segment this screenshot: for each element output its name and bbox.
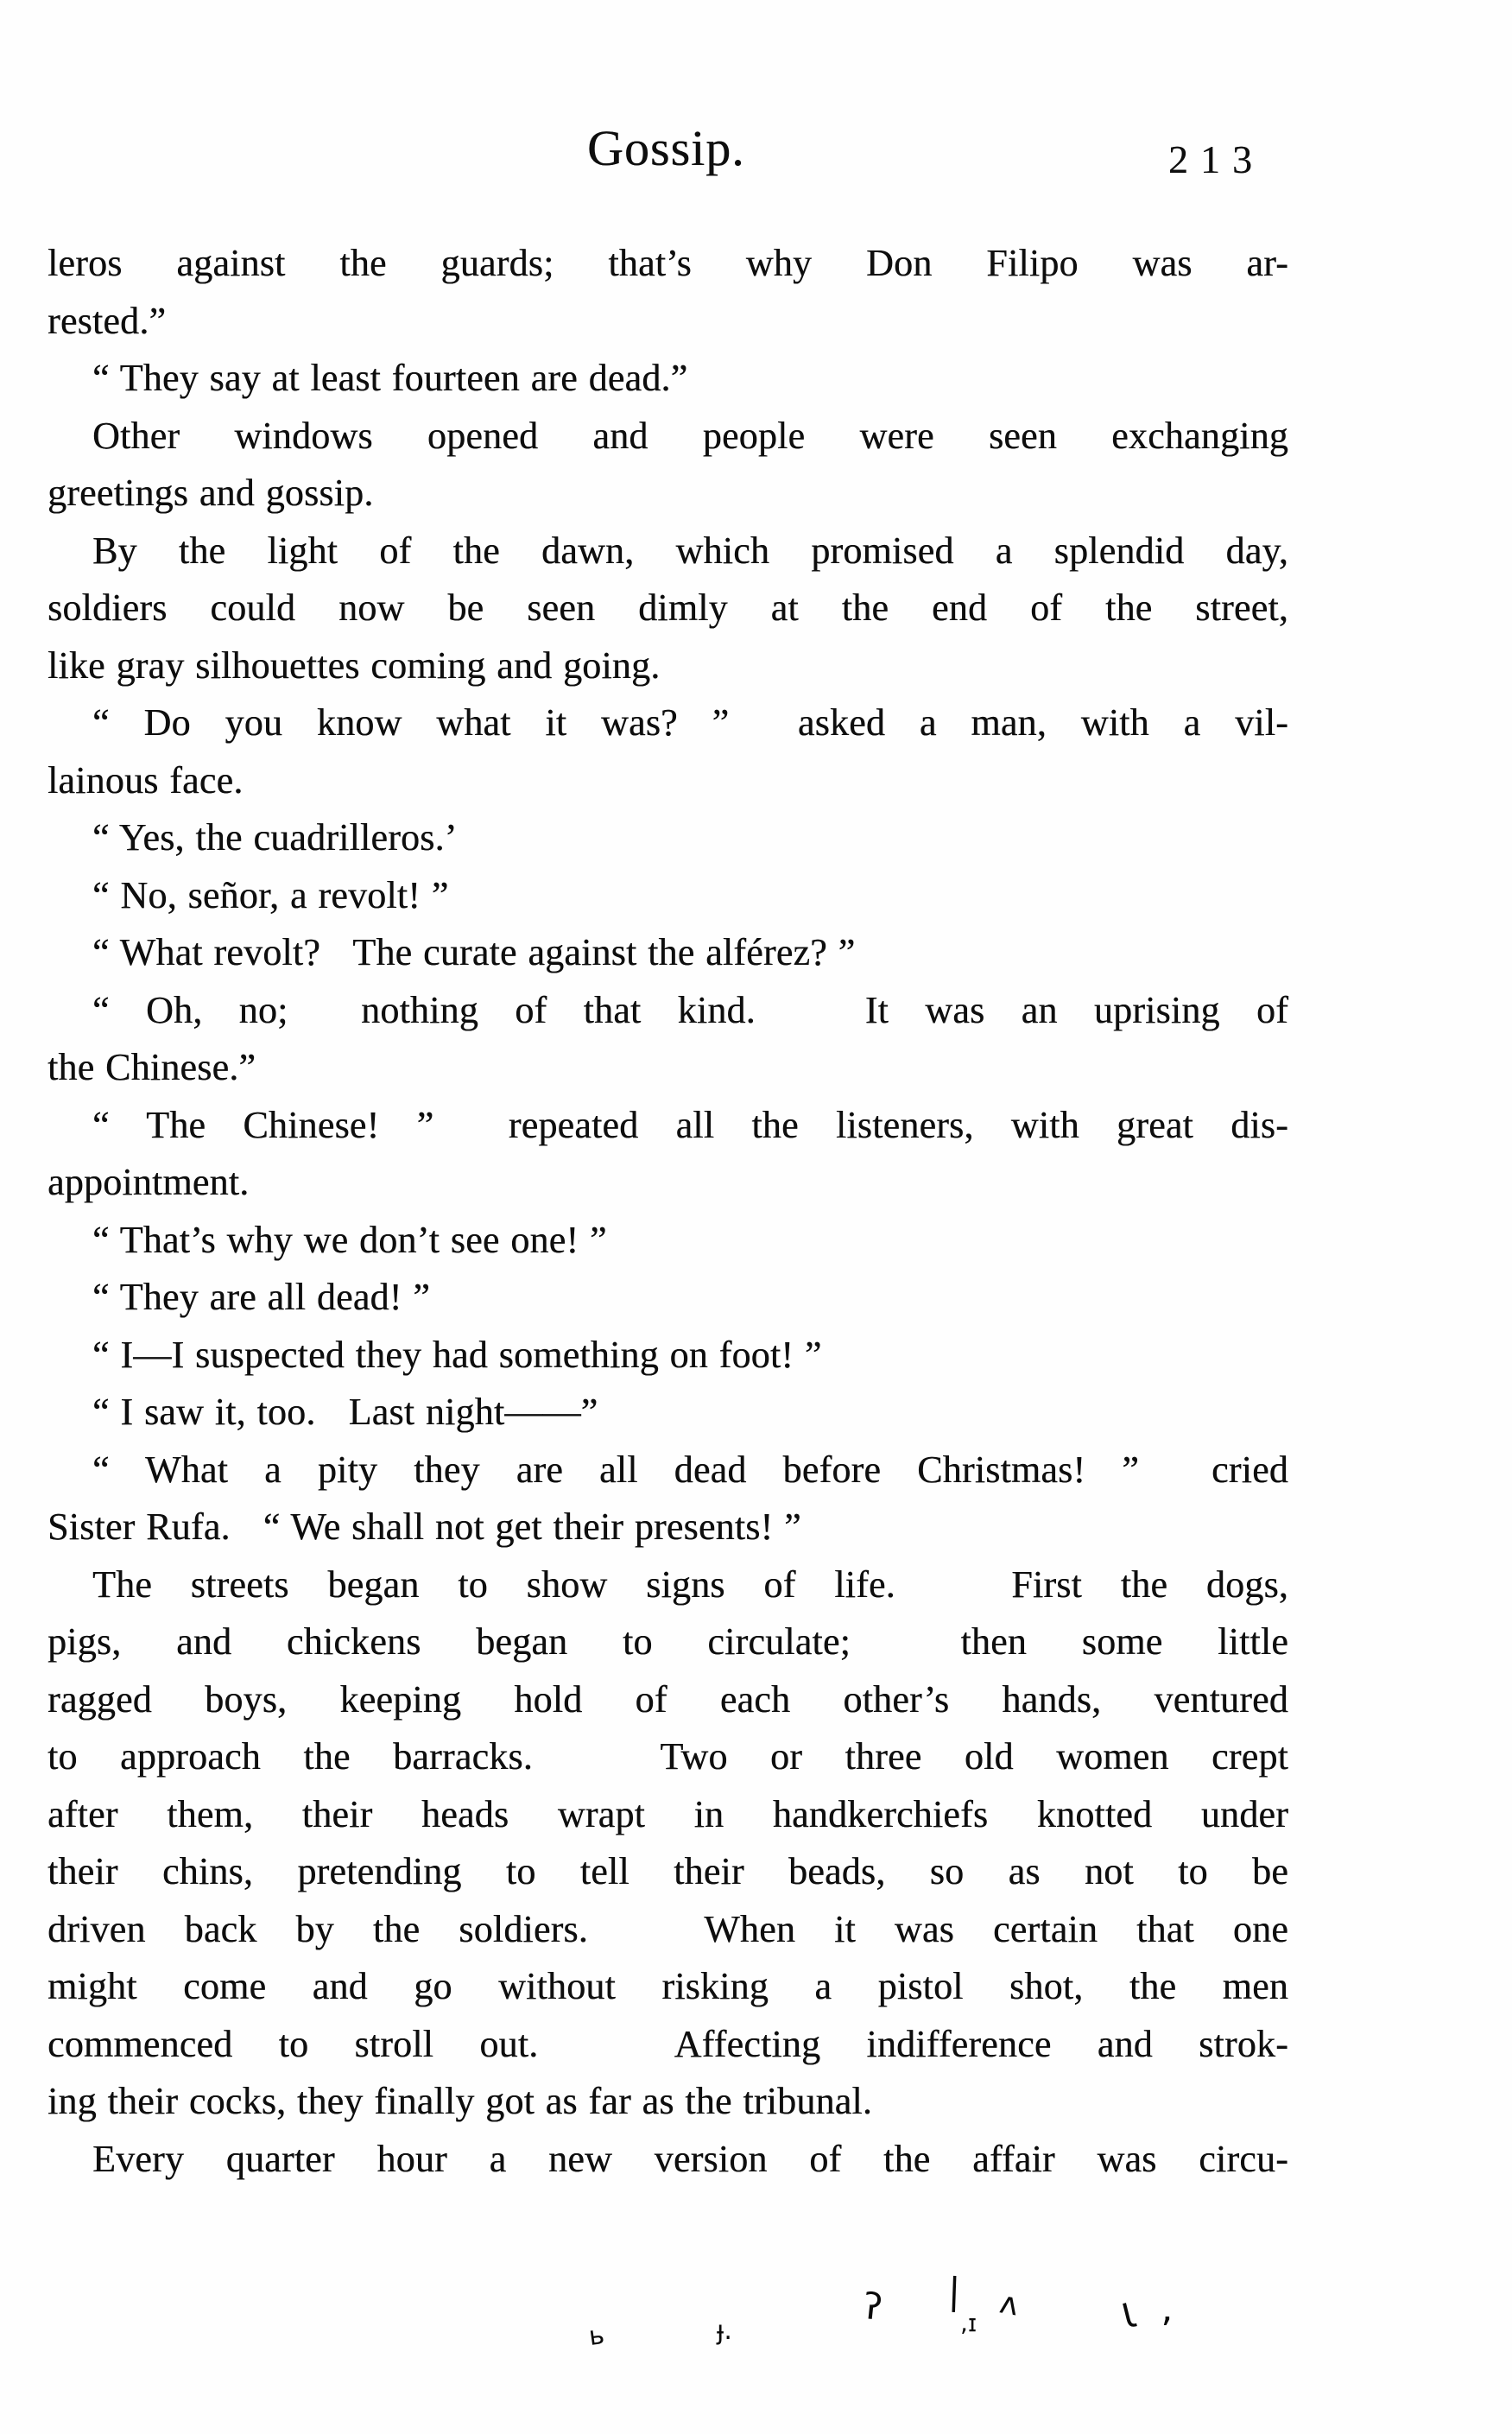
text-line: The streets began to show signs of life. First the dogs, [92, 1562, 1288, 1606]
text-line: pigs, and chickens began to circulate; then some little [47, 1620, 1288, 1663]
ink-smudge-mark: | [947, 2269, 962, 2313]
text-line: rested.” [47, 299, 167, 342]
text-line: “ Oh, no; nothing of that kind. It was an uprising of [92, 988, 1288, 1031]
text-line: “ Do you know what it was? ” asked a man, with a vil- [92, 701, 1288, 744]
ink-smudge-mark: ʼ [1161, 2310, 1173, 2354]
ink-smudge-mark: ʔ [861, 2285, 884, 2329]
text-line: leros against the guards; that’s why Don Filipo was ar- [47, 242, 1288, 284]
ink-smudge-mark: ,ɪ [960, 2309, 977, 2337]
ink-smudge-mark: ʌ [996, 2285, 1022, 2323]
page-number: 213 [1168, 137, 1264, 181]
text-line: Every quarter hour a new version of the affair was circu- [92, 2137, 1288, 2180]
text-line: to approach the barracks. Two or three old women crept [47, 1735, 1288, 1778]
body-text-block [47, 235, 1288, 2188]
text-line: ing their cocks, they finally got as far as the tribunal. [47, 2080, 873, 2122]
text-line: Other windows opened and people were seen exchanging [92, 414, 1288, 457]
text-line: “ I saw it, too. Last night——” [92, 1391, 598, 1433]
text-line: “ They say at least fourteen are dead.” [92, 357, 688, 399]
text-line: “ No, señor, a revolt! ” [92, 873, 449, 916]
text-line: greetings and gossip. [47, 472, 374, 514]
text-line: By the light of the dawn, which promised a splendid day, [92, 529, 1288, 572]
text-line: “ The Chinese! ” repeated all the listeners, with great dis- [92, 1103, 1288, 1146]
text-line: after them, their heads wrapt in handkerchiefs knotted under [47, 1792, 1288, 1835]
text-line: “ Yes, the cuadrilleros.’ [92, 816, 458, 859]
text-line: “ That’s why we don’t see one! ” [92, 1218, 607, 1261]
text-line: “ They are all dead! ” [92, 1276, 430, 1318]
text-line: ragged boys, keeping hold of each other’s hands, ventured [47, 1677, 1288, 1721]
ink-smudge-mark: ɟ. [717, 2316, 732, 2346]
text-line: like gray silhouettes coming and going. [47, 643, 661, 687]
chapter-running-title: Gossip. [587, 120, 745, 176]
ink-smudge-mark: ь [586, 2319, 606, 2353]
text-line: commenced to stroll out. Affecting indifference and strok- [47, 2022, 1288, 2065]
text-line: their chins, pretending to tell their beads, so as not to be [47, 1850, 1288, 1892]
text-line: lainous face. [47, 758, 244, 802]
text-line: driven back by the soldiers. When it was certain that one [47, 1907, 1288, 1950]
text-line: might come and go without risking a pistol shot, the men [47, 1965, 1288, 2007]
text-line: Sister Rufa. “ We shall not get their presents! ” [47, 1505, 801, 1548]
ink-smudge-mark: Ɩ [1117, 2295, 1140, 2338]
text-line: soldiers could now be seen dimly at the end of the street, [47, 586, 1288, 629]
text-line: appointment. [47, 1161, 250, 1203]
text-line: “ I—I suspected they had something on foot! ” [92, 1333, 822, 1376]
text-line: the Chinese.” [47, 1046, 256, 1088]
text-line: “ What revolt? The curate against the alférez? ” [92, 931, 856, 973]
text-line: “ What a pity they are all dead before Christmas! ” cried [92, 1448, 1288, 1491]
